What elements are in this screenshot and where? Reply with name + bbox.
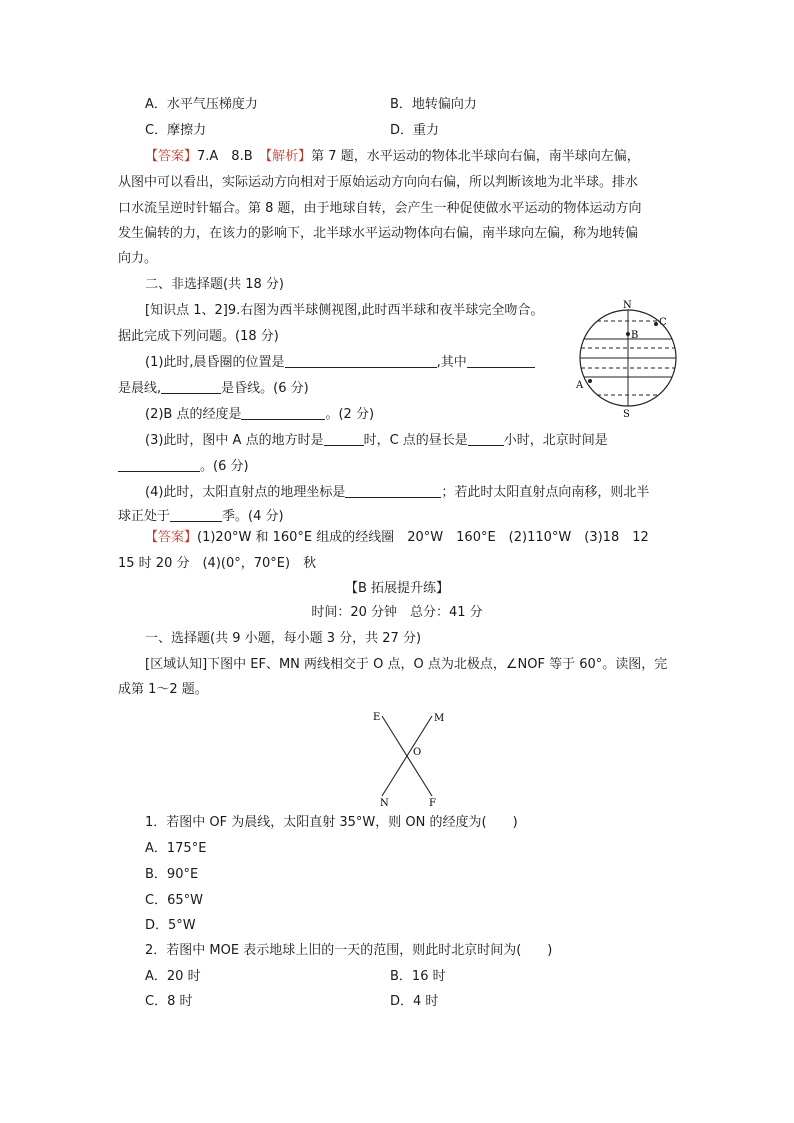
answer-2-line-2: 15 时 20 分 (4)(0°，70°E) 秋 bbox=[118, 556, 317, 571]
question-9-part-1: (1)此时,晨昏圈的位置是 ,其中 bbox=[118, 354, 535, 372]
answer-blank[interactable] bbox=[170, 508, 222, 522]
analysis-tag: 【解析】 bbox=[265, 149, 312, 164]
q2-option-b: B．16 时 bbox=[390, 969, 446, 984]
mc-section-title: 一、选择题(共 9 小题，每小题 3 分，共 27 分) bbox=[145, 631, 422, 646]
question-9-part-4: (4)此时，太阳直射点的地理坐标是 ；若此时太阳直射点向南移，则北半 bbox=[145, 485, 650, 500]
option-d: D．重力 bbox=[390, 123, 440, 138]
answer-blank[interactable] bbox=[468, 432, 504, 446]
question-2-stem: 2．若图中 MOE 表示地球上旧的一天的范围，则此时北京时间为( ) bbox=[145, 943, 553, 958]
label-n: N bbox=[380, 798, 389, 808]
option-b: B．地转偏向力 bbox=[390, 97, 477, 112]
label-f: F bbox=[429, 798, 436, 808]
label-o: O bbox=[413, 747, 422, 758]
section-b-time: 时间：20 分钟 总分：41 分 bbox=[311, 605, 483, 620]
q2-option-c: C．8 时 bbox=[145, 994, 193, 1009]
region-intro-2: 成第 1～2 题。 bbox=[118, 682, 208, 697]
option-a: A．水平气压梯度力 bbox=[145, 97, 258, 112]
globe-label-s: S bbox=[623, 409, 630, 418]
section-title: 二、非选择题(共 18 分) bbox=[145, 277, 284, 292]
section-b-title: 【B 拓展提升练】 bbox=[344, 581, 450, 596]
region-intro: [区域认知]下图中 EF、MN 两线相交于 O 点，O 点为北极点，∠NOF 等于 60°。读图，完 bbox=[145, 657, 668, 672]
answer-blank[interactable] bbox=[345, 484, 441, 498]
q2-option-a: A．20 时 bbox=[145, 969, 201, 984]
question-9-part-4-cont: 球正处于 季。(4 分) bbox=[118, 509, 284, 524]
analysis-text: 第 7 题，水平运动的物体北半球向右偏，南半球向左偏， bbox=[311, 149, 640, 164]
question-9-part-3: (3)此时，图中 A 点的地方时是 时，C 点的昼长是 小时，北京时间是 bbox=[145, 433, 608, 448]
question-9-part-1-cont: 是晨线, 是昏线。(6 分) bbox=[118, 381, 309, 396]
answer-blank[interactable] bbox=[467, 354, 535, 368]
label-e: E bbox=[373, 712, 381, 723]
crossing-lines-diagram bbox=[368, 708, 450, 808]
globe-label-a: A bbox=[576, 380, 584, 391]
answer-blank[interactable] bbox=[324, 432, 364, 446]
question-9-stem: [知识点 1、2]9.右图为西半球侧视图,此时西半球和夜半球完全吻合。 bbox=[145, 303, 544, 318]
analysis-line-3: 口水流呈逆时针辐合。第 8 题，由于地球自转，会产生一种促使做水平运动的物体运动方向 bbox=[118, 201, 642, 216]
option-c: C．摩擦力 bbox=[145, 123, 207, 138]
q1-option-d: D．5°W bbox=[145, 918, 196, 933]
q1-option-c: C．65°W bbox=[145, 893, 203, 908]
analysis-line-4: 发生偏转的力，在该力的影响下，北半球水平运动物体向右偏，南半球向左偏，称为地转偏 bbox=[118, 226, 639, 241]
answer-tag: 【答案】 bbox=[145, 530, 198, 545]
answer-blank[interactable] bbox=[161, 380, 221, 394]
globe-diagram bbox=[568, 298, 684, 418]
analysis-line-2: 从图中可以看出，实际运动方向相对于原始运动方向向右偏，所以判断该地为北半球。排水 bbox=[118, 175, 639, 190]
question-1-stem: 1．若图中 OF 为晨线，太阳直射 35°W，则 ON 的经度为( ) bbox=[145, 815, 518, 830]
answer-tag: 【答案】 bbox=[145, 149, 198, 164]
answer-blank[interactable] bbox=[285, 354, 437, 368]
answer-head: 7.A 8.B bbox=[197, 149, 266, 164]
globe-label-b: B bbox=[631, 330, 639, 341]
label-m: M bbox=[434, 713, 445, 724]
answer-blank[interactable] bbox=[118, 458, 200, 472]
question-9-stem-2: 据此完成下列问题。(18 分) bbox=[118, 329, 279, 344]
q1-option-a: A．175°E bbox=[145, 841, 207, 856]
question-9-part-2: (2)B 点的经度是 。(2 分) bbox=[145, 407, 375, 422]
answer-2-line-1: 【答案】(1)20°W 和 160°E 组成的经线圈 20°W 160°E (2)110°W (3)18 12 bbox=[145, 530, 649, 545]
q1-option-b: B．90°E bbox=[145, 867, 199, 882]
q2-option-d: D．4 时 bbox=[390, 994, 439, 1009]
globe-label-n: N bbox=[623, 300, 632, 311]
analysis-line-5: 向力。 bbox=[118, 251, 158, 266]
question-9-part-3-cont: 。(6 分) bbox=[118, 458, 249, 476]
answer-line-1 bbox=[145, 148, 640, 166]
answer-blank[interactable] bbox=[241, 406, 325, 420]
globe-label-c: C bbox=[659, 317, 667, 328]
